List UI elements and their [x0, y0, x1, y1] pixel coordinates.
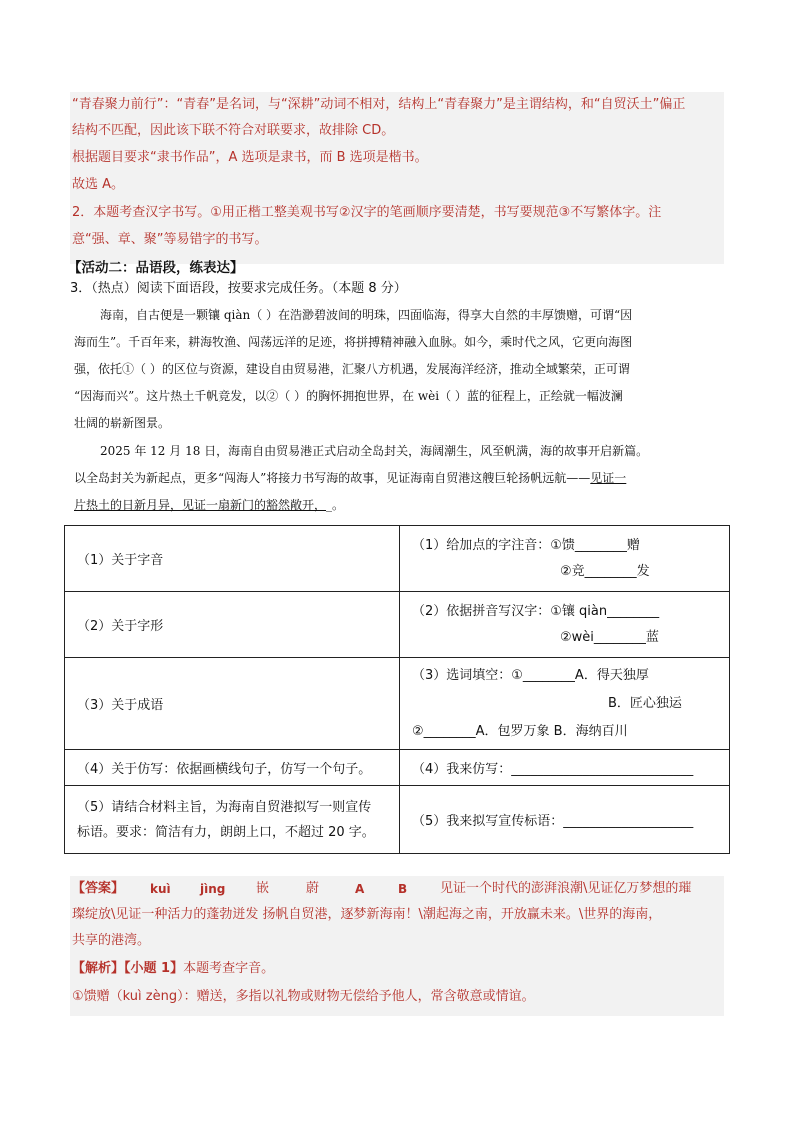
passage-p1-line-1: 海南，自古便是一颗镶 qiàn（ ）在浩渺碧波间的明珠，四面临海，得享大自然的丰厚馈赠，可谓“因	[100, 308, 633, 322]
task-3-option-b: B．匠心独运	[608, 695, 682, 711]
analysis-item-1: ①馈赠（kuì zèng）：赠送，多指以礼物或财物无偿给予他人，常含敬意或情谊。	[72, 989, 535, 1004]
explanation-line-6: 意“强、章、聚”等易错字的书写。	[72, 232, 268, 247]
table-row	[65, 786, 730, 854]
analysis-line-1	[72, 958, 274, 980]
task-3-answer-cell	[400, 658, 730, 750]
answer-item-2: jìng	[200, 882, 226, 896]
answer-item-5: A	[355, 882, 365, 896]
answer-line-3: 共享的港湾。	[72, 933, 151, 948]
passage-p2-line-2	[74, 465, 720, 492]
explanation-line-1: “青春聚力前行”：“青春”是名词，与“深耕”动词不相对，结构上“青春聚力”是主谓结构，和“自贸沃土”偏正	[72, 97, 686, 112]
task-3-item-1: （3）选词填空：①________A．得天独厚	[412, 667, 649, 683]
table-row	[65, 526, 730, 592]
task-4-label: （4）关于仿写：依据画横线句子，仿写一个句子。	[65, 750, 400, 786]
task-2-answer-cell	[400, 592, 730, 658]
task-5-label-line-1: （5）请结合材料主旨，为海南自贸港拟写一则宣传	[77, 799, 372, 815]
activity-heading: 【活动二：品语段，练表达】	[68, 260, 244, 276]
passage-p1-line-3: 强，依托①（ ）的区位与资源，建设自由贸易港，汇聚八方机遇，发展海洋经济，推动全域繁荣，正可谓	[74, 362, 630, 376]
passage-p2-line-1: 2025 年 12 月 18 日，海南自由贸易港正式启动全岛封关，海阔潮生，风至帆满，海的故事开启新篇。	[100, 444, 649, 458]
passage-p1-line-4: “因海而兴”。这片热土千帆竞发，以②（ ）的胸怀拥抱世界，在 wèi（ ）蓝的征程上，正绘就一幅波澜	[74, 389, 623, 403]
analysis-label: 【解析】【小题 1】	[72, 961, 184, 976]
passage-p1-line-2: 海而生”。千百年来，耕海牧渔、闯荡远洋的足迹，将拼搏精神融入血脉。如今，乘时代之风，它更向海图	[74, 335, 633, 349]
task-4-answer: （4）我来仿写：____________________________	[400, 750, 730, 786]
answer-text-1: 见证一个时代的澎湃浪潮\见证亿万梦想的璀	[440, 881, 692, 896]
answer-item-4: 蔚	[306, 881, 320, 896]
task-1-label: （1）关于字音	[65, 526, 400, 592]
task-1-answer-cell	[400, 526, 730, 592]
answer-item-1: kuì	[150, 882, 171, 896]
question-3: 3．（热点）阅读下面语段，按要求完成任务。（本题 8 分）	[70, 281, 407, 296]
blank-mark: _。	[326, 498, 345, 512]
passage-p1-line-5: 壮阔的崭新图景。	[74, 416, 171, 430]
explanation-line-2: 结构不匹配，因此该下联不符合对联要求，故排除 CD。	[72, 123, 395, 138]
answer-item-3: 嵌	[256, 881, 270, 896]
table-row	[65, 658, 730, 750]
task-2-item-1: （2）依据拼音写汉字：①镶 qiàn________	[412, 603, 660, 619]
analysis-text: 本题考查字音。	[183, 961, 275, 976]
explanation-line-4: 故选 A。	[72, 177, 125, 192]
passage-p2-line-3	[74, 492, 720, 519]
explanation-line-5: 2．本题考查汉字书写。①用正楷工整美观书写②汉字的笔画顺序要清楚，书写要规范③不写繁体字。注	[72, 205, 662, 220]
task-5-label-line-2: 标语。要求：简洁有力，朗朗上口，不超过 20 字。	[77, 824, 375, 840]
explanation-line-3: 根据题目要求“隶书作品”，A 选项是隶书，而 B 选项是楷书。	[72, 150, 428, 165]
passage-paragraph-1	[74, 302, 720, 437]
task-1-item-2: ②竞________发	[560, 563, 650, 579]
underlined-sentence-start: 见证一	[590, 471, 627, 485]
passage-p2-line-2-text: 以全岛封关为新起点，更多“闯海人”将接力书写海的故事，见证海南自贸港这艘巨轮扬帆远航——	[74, 471, 591, 485]
table-row	[65, 750, 730, 786]
underlined-sentence-end: 片热土的日新月异，见证一扇新门的豁然敞开，	[74, 498, 327, 512]
task-2-label: （2）关于字形	[65, 592, 400, 658]
task-5-answer: （5）我来拟写宣传标语：____________________	[400, 786, 730, 854]
task-2-item-2: ②wèi________蓝	[560, 629, 659, 645]
answer-line-1	[72, 878, 124, 900]
task-table	[64, 525, 730, 854]
task-5-label	[65, 786, 400, 854]
answer-label: 【答案】	[72, 881, 125, 896]
answer-item-6: B	[398, 882, 408, 896]
task-3-item-2: ②________A．包罗万象 B．海纳百川	[412, 723, 628, 739]
task-3-label: （3）关于成语	[65, 658, 400, 750]
passage-paragraph-2	[74, 438, 720, 519]
answer-line-2: 璨绽放\见证一种活力的蓬勃迸发 扬帆自贸港，逐梦新海南！\潮起海之南，开放赢未来。\世界的海南，	[72, 907, 662, 922]
table-row	[65, 592, 730, 658]
task-1-item-1: （1）给加点的字注音：①馈________赠	[412, 537, 640, 553]
